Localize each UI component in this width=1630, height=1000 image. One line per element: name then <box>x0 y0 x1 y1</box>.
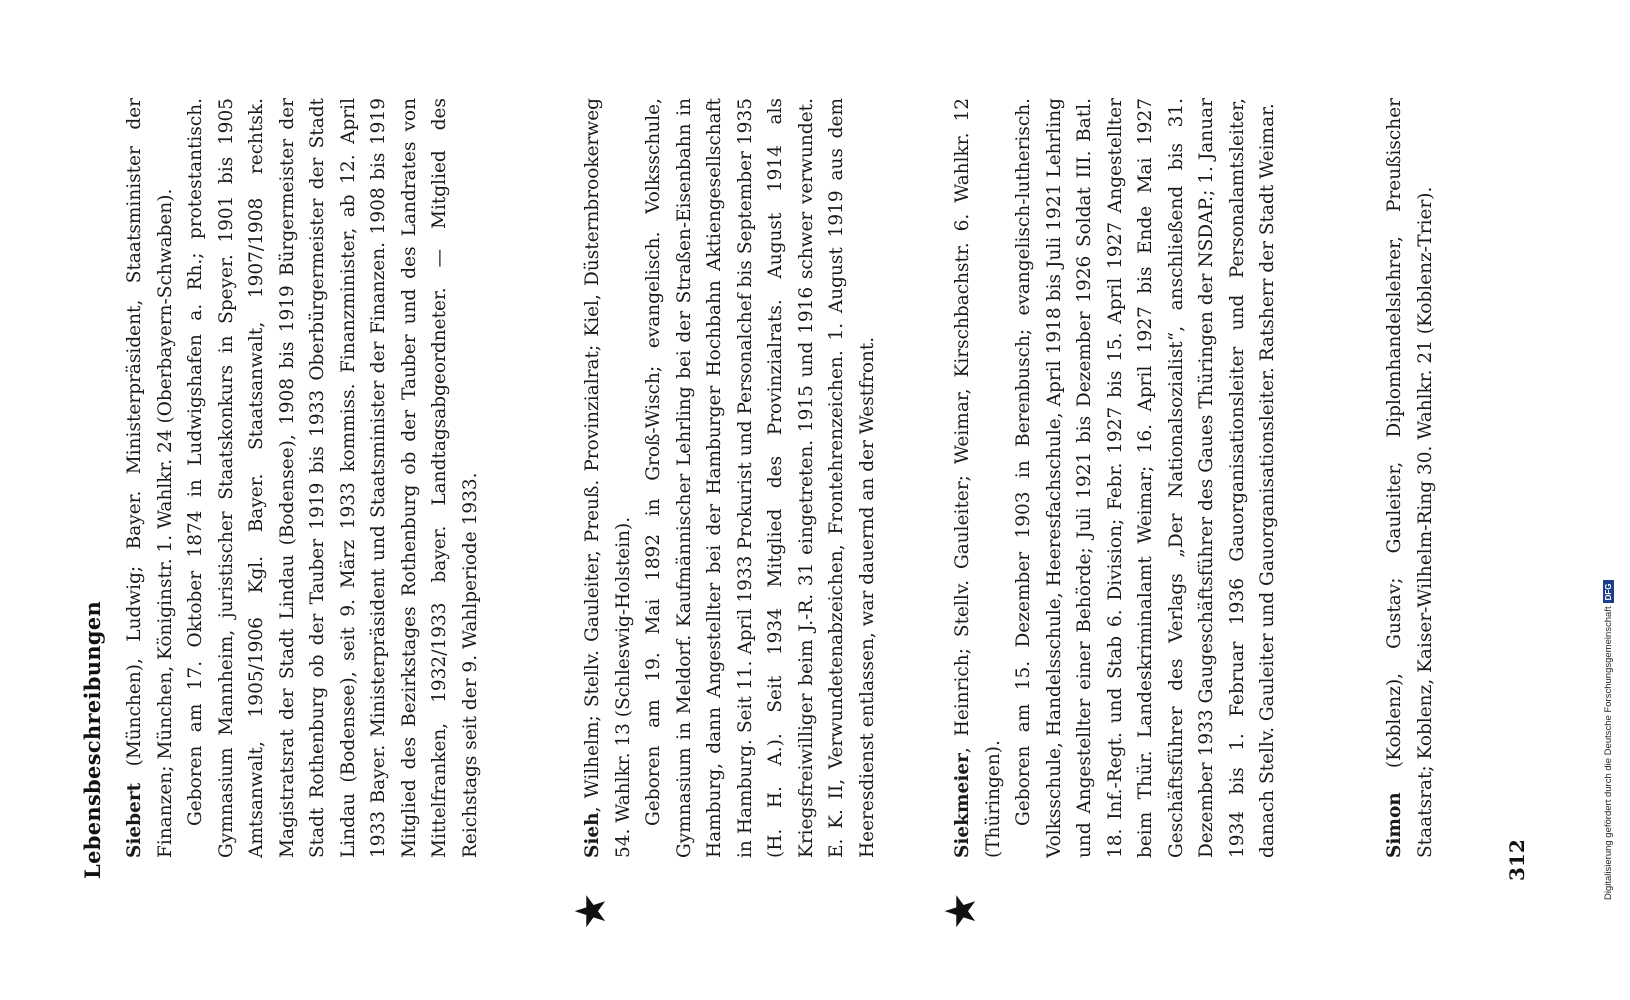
biography-entry-simon <box>1380 98 1441 858</box>
biography-entry-siekmeier <box>948 98 1284 858</box>
entry-body: Geboren am 17. Oktober 1874 in Ludwigshafen a. Rh.; protestantisch. Gymnasium Mannheim, juristischer Staatskonkurs in Speyer. 1901 bis 1905 Amtsanwalt, 1905/1906 Kgl. Bayer. Staatsanwalt, 1907/1908 rechtsk. Magistratsrat der Stadt Lindau (Bodensee), 1908 bis 1919 Bürgermeister der Stadt Rothenburg ob der Tauber 1919 bis 1933 Oberbürgermeister der Stadt Lindau (Bodensee), seit 9. März 1933 kommiss. Finanzminister, ab 12. April 1933 Bayer. Ministerpräsident und Staatsminister der Finanzen. 1908 bis 1919 Mitglied des Bezirkstages Rothenburg ob der Tauber und des Landrates von Mittelfranken, 1932/1933 bayer. Landtagsabgeordneter. — Mitglied des Reichstags seit der 9. Wahlperiode 1933. <box>185 98 481 858</box>
entry-heading <box>578 98 639 858</box>
entry-head-text: , Heinrich; Stellv. Gauleiter; Weimar, Kirschbachstr. 6. Wahlkr. 12 (Thüringen). <box>952 98 1004 858</box>
star-marker-icon: ★ <box>566 892 615 930</box>
entry-head-text: (München), Ludwig; Bayer. Ministerpräsident, Staatsminister der Finanzen; München, Königinstr. 1. Wahlkr. 24 (Oberbayern-Schwaben). <box>124 98 176 858</box>
star-marker-icon: ★ <box>936 892 985 930</box>
entry-head-text: , Wilhelm; Stellv. Gauleiter, Preuß. Provinzialrat; Kiel, Düsternbrookerweg 54. Wahlkr. 13 (Schleswig-Holstein). <box>582 98 634 858</box>
entry-name: Sieh <box>582 812 603 858</box>
entry-body: Geboren am 19. Mai 1892 in Groß-Wisch; evangelisch. Volksschule, Gymnasium in Meldorf. Kaufmännischer Lehrling bei der Straßen-Eisenbahn in Hamburg, dann Angestellter bei der Hamburger Hochbahn Aktiengesellschaft in Hamburg. Seit 11. April 1933 Prokurist und Personalchef bis September 1935 (H. H. A.). Seit 1934 Mitglied des Provinzialrats. August 1914 als Kriegsfreiwilliger beim J.-R. 31 eingetreten. 1915 und 1916 schwer verwundet. E. K. II, Verwundetenabzeichen, Frontehrenzeichen. 1. August 1919 aus dem Heeresdienst entlassen, war dauernd an der Westfront. <box>643 98 878 858</box>
page-number: 312 <box>1505 839 1529 881</box>
entry-name: Siebert <box>124 782 145 858</box>
entry-heading <box>948 98 1009 858</box>
page-header: Lebensbeschreibungen <box>80 600 105 879</box>
credit-text: Digitalisierung gefördert durch die Deutsche Forschungsgemeinschaft <box>1603 606 1615 900</box>
entry-heading <box>1380 98 1441 858</box>
biography-entry-siebert <box>120 98 486 858</box>
entry-body: Geboren am 15. Dezember 1903 in Berenbusch; evangelisch-lutherisch. Volksschule, Handelsschule, Heeresfachschule, April 1918 bis Juli 1921 Lehrling und Angestellter einer Behörde; Juli 1921 bis Dezember 1926 Soldat III. Batl. 18. Inf.-Regt. und Stab 6. Division; Febr. 1927 bis 15. April 1927 Angestellter beim Thür. Landeskriminalamt Weimar; 16. April 1927 bis Ende Mai 1927 Geschäftsführer des Verlags „Der Nationalsozialist“, anschließend bis 31. Dezember 1933 Gaugeschäftsführer des Gaues Thüringen der NSDAP.; 1. Januar 1934 bis 1. Februar 1936 Gauorganisationsleiter und Personalamtsleiter, danach Stellv. Gauleiter und Gauorganisationsleiter. Ratsherr der Stadt Weimar. <box>1013 98 1278 858</box>
digitization-credit <box>1603 581 1614 901</box>
entry-name: Siekmeier <box>952 753 973 858</box>
entry-head-text: (Koblenz), Gustav; Gauleiter, Diplomhandelslehrer, Preußischer Staatsrat; Koblenz, Kaiser-Wilhelm-Ring 30. Wahlkr. 21 (Koblenz-Trier). <box>1384 98 1436 858</box>
biography-entry-sieh <box>578 98 883 858</box>
entry-heading <box>120 98 181 858</box>
dfg-logo-icon: DFG <box>1603 581 1614 604</box>
entry-name: Simon <box>1384 792 1405 858</box>
